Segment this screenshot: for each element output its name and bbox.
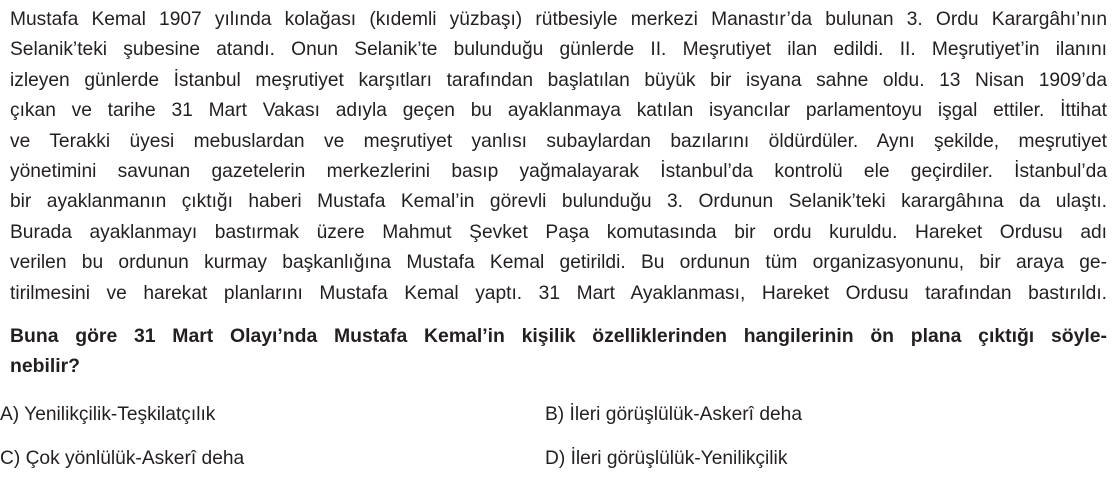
passage-text xyxy=(10,5,1107,309)
option-c[interactable]: C) Çok yönlülük-Askerî deha xyxy=(0,448,245,469)
option-a[interactable]: A) Yenilikçilik-Teşkilatçılık xyxy=(0,404,216,425)
passage-line: izleyen günlerde İstanbul meşrutiyet karşıtları tarafından başlatılan büyük bir isyana sahne oldu. 13 Nisan 1909’da xyxy=(10,69,1107,91)
question-line: Buna göre 31 Mart Olayı’nda Mustafa Kemal’in kişilik özelliklerinden hangilerinin ön plana çıktığı söyle- xyxy=(10,324,1107,347)
question-page xyxy=(10,5,1107,382)
passage-line: Mustafa Kemal 1907 yılında kolağası (kıdemli yüzbaşı) rütbesiyle merkezi Manastır’da bulunan 3. Ordu Karargâhı’nın xyxy=(10,9,1107,30)
question-line: nebilir? xyxy=(10,355,81,378)
passage-line: Selanik’teki şubesine atandı. Onun Selanik’te bulunduğu günlerde II. Meşrutiyet ilan edildi. II. Meşrutiyet’in ilanını xyxy=(10,39,1107,61)
answer-options xyxy=(0,403,1097,483)
passage-line: çıkan ve tarihe 31 Mart Vakası adıyla geçen bu ayaklanmaya katılan isyancılar parlamentoyu işgal ettiler. İttihat xyxy=(10,100,1107,122)
option-b[interactable]: B) İleri görüşlülük-Askerî deha xyxy=(545,404,803,425)
question-stem xyxy=(10,321,1107,382)
passage-line: yönetimini savunan gazetelerin merkezlerini basıp yağmalayarak İstanbul’da kontrolü ele geçirdiler. İstanbul’da xyxy=(10,160,1107,182)
passage-line: bir ayaklanmanın çıktığı haberi Mustafa Kemal’in görevli bulunduğu 3. Ordunun Selanik’teki karargâhına da ulaştı. xyxy=(10,191,1107,213)
passage-line: ve Terakki üyesi mebuslardan ve meşrutiyet yanlısı subaylardan bazılarını öldürdüler. Aynı şekilde, meşrutiyet xyxy=(10,130,1107,152)
passage-line: verilen bu ordunun kurmay başkanlığına Mustafa Kemal getirildi. Bu ordunun tüm organizasyonunu, bir araya ge- xyxy=(10,252,1107,274)
passage-line: tirilmesini ve harekat planlarını Mustafa Kemal yaptı. 31 Mart Ayaklanması, Hareket Ordusu tarafından bastırıldı. xyxy=(10,282,1107,304)
passage-line: Burada ayaklanmayı bastırmak üzere Mahmut Şevket Paşa komutasında bir ordu kuruldu. Hareket Ordusu adı xyxy=(10,221,1107,243)
option-d[interactable]: D) İleri görüşlülük-Yenilikçilik xyxy=(545,448,788,469)
